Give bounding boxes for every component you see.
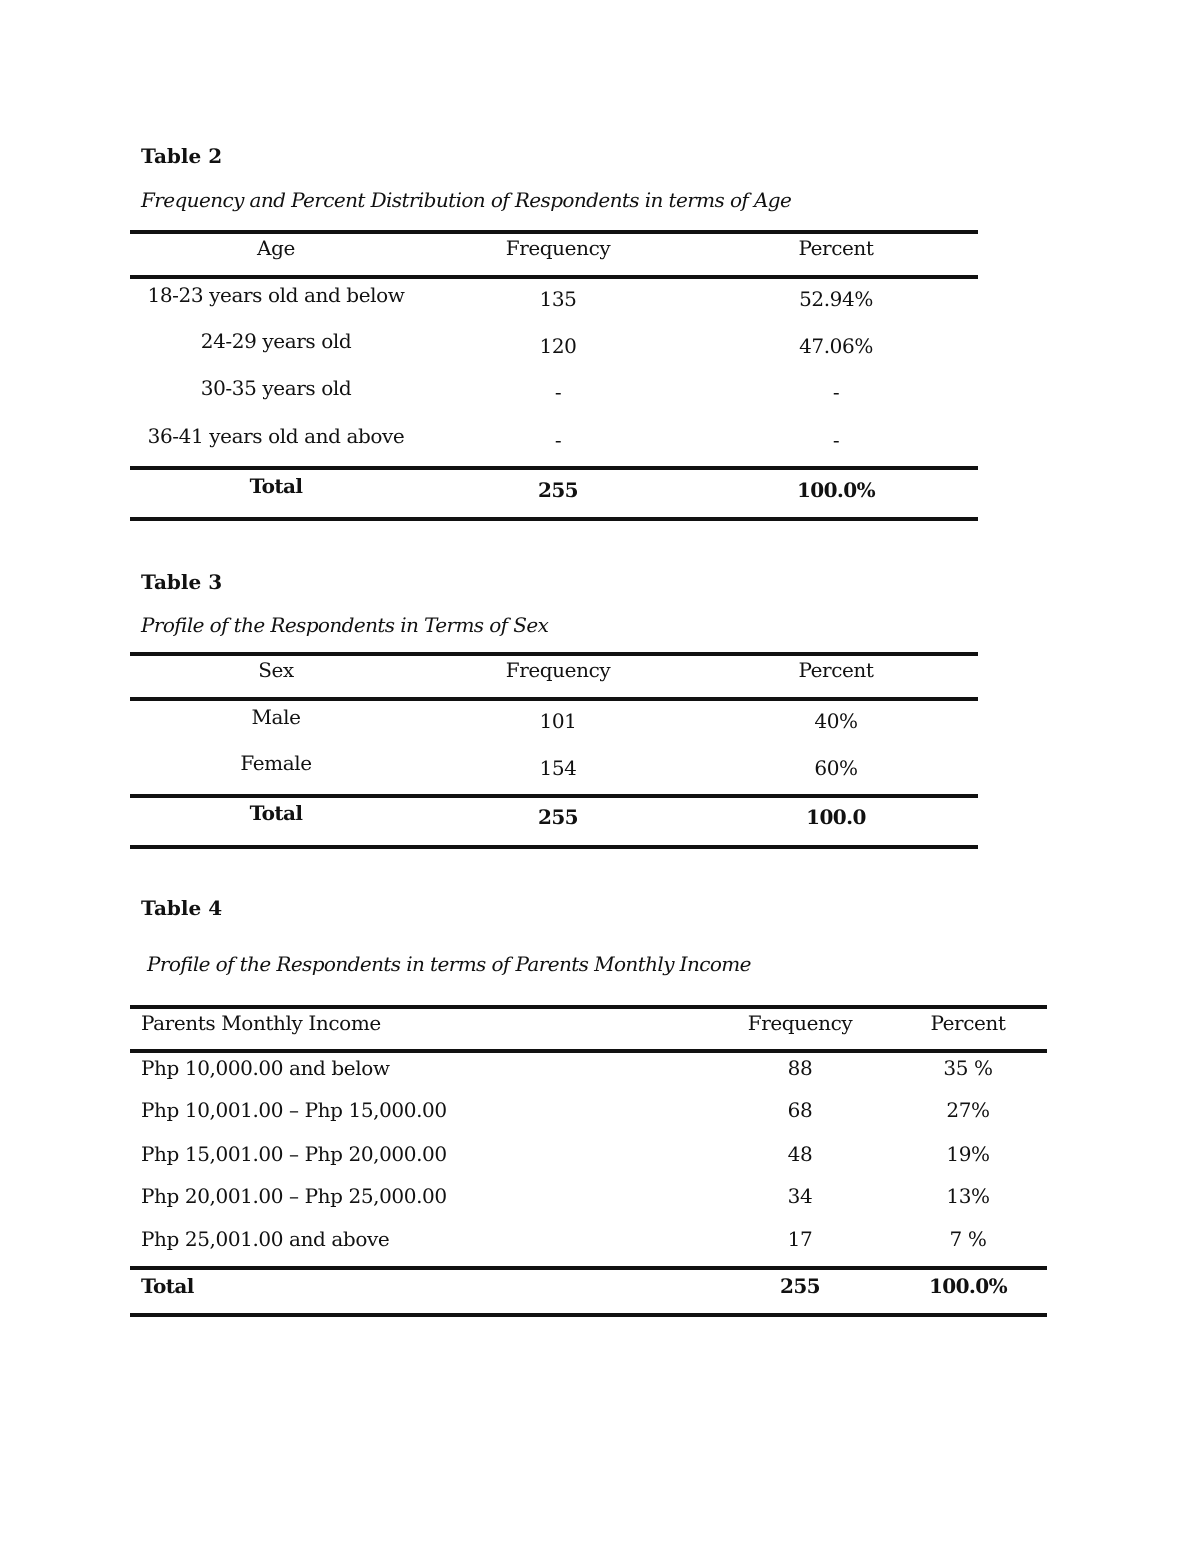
table-4-header-income: Parents Monthly Income xyxy=(141,1011,381,1035)
row-frequency: 34 xyxy=(787,1184,813,1208)
row-percent: - xyxy=(832,428,840,452)
row-sex: Male xyxy=(251,705,301,729)
row-sex: Female xyxy=(240,751,312,775)
row-age: 18-23 years old and below xyxy=(147,283,405,307)
row-frequency: 88 xyxy=(787,1056,813,1080)
row-percent: 27% xyxy=(946,1098,990,1122)
row-income: Php 10,000.00 and below xyxy=(141,1056,390,1080)
row-frequency: 68 xyxy=(787,1098,813,1122)
table-2-header-percent: Percent xyxy=(798,236,874,260)
table-3-header-rule xyxy=(130,697,978,701)
row-income: Php 10,001.00 – Php 15,000.00 xyxy=(141,1098,447,1122)
row-frequency: 120 xyxy=(539,334,577,358)
table-3-total-rule xyxy=(130,794,978,798)
row-frequency: - xyxy=(554,380,562,404)
table-3-label: Table 3 xyxy=(141,570,223,594)
table-4-total-rule xyxy=(130,1266,1047,1270)
table-4-label: Table 4 xyxy=(141,896,223,920)
row-percent: 35 % xyxy=(943,1056,993,1080)
row-percent: 13% xyxy=(946,1184,990,1208)
row-percent: 47.06% xyxy=(799,334,873,358)
total-frequency: 255 xyxy=(538,805,578,829)
table-3-caption: Profile of the Respondents in Terms of Sex xyxy=(141,613,549,637)
table-3-header-percent: Percent xyxy=(798,658,874,682)
table-2-caption: Frequency and Percent Distribution of Respondents in terms of Age xyxy=(141,188,792,212)
row-frequency: 135 xyxy=(539,287,577,311)
row-percent: - xyxy=(832,380,840,404)
table-4-bottom-rule xyxy=(130,1313,1047,1317)
table-4-top-rule xyxy=(130,1005,1047,1009)
table-2-header-frequency: Frequency xyxy=(505,236,611,260)
row-income: Php 15,001.00 – Php 20,000.00 xyxy=(141,1142,447,1166)
table-3-bottom-rule xyxy=(130,845,978,849)
row-income: Php 20,001.00 – Php 25,000.00 xyxy=(141,1184,447,1208)
row-frequency: 154 xyxy=(539,756,577,780)
table-4-header-frequency: Frequency xyxy=(747,1011,853,1035)
row-frequency: 17 xyxy=(787,1227,813,1251)
total-frequency: 255 xyxy=(538,478,578,502)
row-percent: 19% xyxy=(946,1142,990,1166)
total-label: Total xyxy=(249,801,303,825)
row-frequency: 48 xyxy=(787,1142,813,1166)
table-2-header-age: Age xyxy=(257,236,295,260)
table-2-bottom-rule xyxy=(130,517,978,521)
table-3-header-sex: Sex xyxy=(258,658,294,682)
row-age: 36-41 years old and above xyxy=(147,424,405,448)
total-frequency: 255 xyxy=(780,1274,820,1298)
table-4-header-rule xyxy=(130,1049,1047,1053)
total-label: Total xyxy=(141,1274,194,1298)
row-age: 24-29 years old xyxy=(200,329,352,353)
row-percent: 40% xyxy=(814,709,858,733)
row-percent: 60% xyxy=(814,756,858,780)
row-percent: 52.94% xyxy=(799,287,873,311)
total-percent: 100.0 xyxy=(806,805,866,829)
row-income: Php 25,001.00 and above xyxy=(141,1227,390,1251)
table-2-label: Table 2 xyxy=(141,144,223,168)
table-2-header-rule xyxy=(130,275,978,279)
row-frequency: 101 xyxy=(539,709,577,733)
table-2-top-rule xyxy=(130,230,978,234)
row-percent: 7 % xyxy=(949,1227,987,1251)
table-2-total-rule xyxy=(130,466,978,470)
total-percent: 100.0% xyxy=(796,478,876,502)
total-percent: 100.0% xyxy=(928,1274,1008,1298)
row-age: 30-35 years old xyxy=(200,376,352,400)
table-4-caption: Profile of the Respondents in terms of Parents Monthly Income xyxy=(147,952,751,976)
table-3-header-frequency: Frequency xyxy=(505,658,611,682)
row-frequency: - xyxy=(554,428,562,452)
table-4-header-percent: Percent xyxy=(930,1011,1006,1035)
total-label: Total xyxy=(249,474,303,498)
table-3-top-rule xyxy=(130,652,978,656)
